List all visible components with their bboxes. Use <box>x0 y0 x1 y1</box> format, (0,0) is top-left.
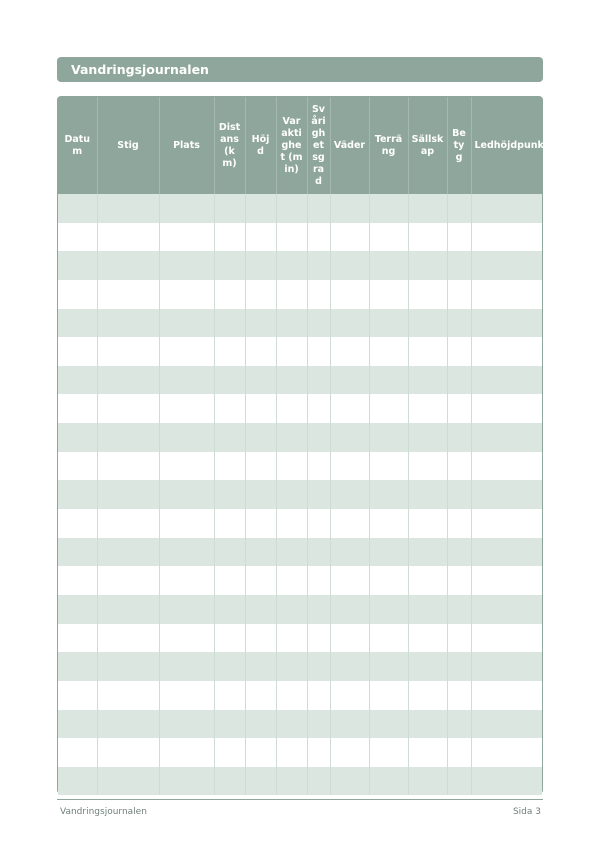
table-cell[interactable] <box>408 595 447 624</box>
table-cell[interactable] <box>276 509 307 538</box>
column-header: Svårighetsgrad <box>307 97 330 194</box>
table-cell[interactable] <box>330 423 369 452</box>
table-cell[interactable] <box>214 624 245 653</box>
table-cell[interactable] <box>408 309 447 338</box>
table-cell[interactable] <box>330 652 369 681</box>
column-header: Sällskap <box>408 97 447 194</box>
page-title: Vandringsjournalen <box>57 57 543 82</box>
table-cell[interactable] <box>276 309 307 338</box>
table-row <box>58 767 542 796</box>
table-cell[interactable] <box>214 394 245 423</box>
column-header: Datum <box>58 97 97 194</box>
table-cell[interactable] <box>369 452 408 481</box>
table-cell[interactable] <box>159 366 214 395</box>
table-cell[interactable] <box>58 423 97 452</box>
table-cell[interactable] <box>276 710 307 739</box>
table-cell[interactable] <box>245 738 276 767</box>
table-cell[interactable] <box>276 566 307 595</box>
table-cell[interactable] <box>159 652 214 681</box>
table-cell[interactable] <box>214 423 245 452</box>
table-cell[interactable] <box>276 251 307 280</box>
table-cell[interactable] <box>245 251 276 280</box>
table-cell[interactable] <box>369 652 408 681</box>
table-cell[interactable] <box>97 480 159 509</box>
table-cell[interactable] <box>214 738 245 767</box>
table-cell[interactable] <box>330 452 369 481</box>
table-cell[interactable] <box>214 538 245 567</box>
table-cell[interactable] <box>97 538 159 567</box>
table-cell[interactable] <box>97 194 159 223</box>
table-cell[interactable] <box>307 394 330 423</box>
log-table <box>58 97 560 795</box>
table-cell[interactable] <box>58 337 97 366</box>
table-cell[interactable] <box>471 309 542 338</box>
table-cell[interactable] <box>330 394 369 423</box>
table-cell[interactable] <box>97 509 159 538</box>
table-cell[interactable] <box>214 595 245 624</box>
table-row <box>58 280 542 309</box>
table-cell[interactable] <box>471 652 542 681</box>
table-cell[interactable] <box>369 194 408 223</box>
table-cell[interactable] <box>307 681 330 710</box>
table-cell[interactable] <box>245 538 276 567</box>
table-cell[interactable] <box>307 423 330 452</box>
table-cell[interactable] <box>276 681 307 710</box>
table-cell[interactable] <box>58 595 97 624</box>
table-cell[interactable] <box>471 624 542 653</box>
table-cell[interactable] <box>214 280 245 309</box>
table-row <box>58 423 542 452</box>
table-cell[interactable] <box>369 738 408 767</box>
table-cell[interactable] <box>447 624 471 653</box>
table-cell[interactable] <box>97 624 159 653</box>
table-cell[interactable] <box>97 366 159 395</box>
table-cell[interactable] <box>245 710 276 739</box>
table-cell[interactable] <box>97 452 159 481</box>
table-cell[interactable] <box>276 624 307 653</box>
table-cell[interactable] <box>276 223 307 252</box>
table-cell[interactable] <box>330 251 369 280</box>
table-cell[interactable] <box>369 337 408 366</box>
column-header: Höjd <box>245 97 276 194</box>
table-cell[interactable] <box>97 652 159 681</box>
table-cell[interactable] <box>471 710 542 739</box>
table-cell[interactable] <box>447 538 471 567</box>
table-cell[interactable] <box>471 538 542 567</box>
table-cell[interactable] <box>369 309 408 338</box>
table-cell[interactable] <box>58 509 97 538</box>
table-cell[interactable] <box>307 223 330 252</box>
table-cell[interactable] <box>408 681 447 710</box>
table-cell[interactable] <box>58 251 97 280</box>
table-cell[interactable] <box>276 767 307 796</box>
table-cell[interactable] <box>214 652 245 681</box>
table-row <box>58 595 542 624</box>
table-cell[interactable] <box>58 452 97 481</box>
table-row <box>58 538 542 567</box>
table-cell[interactable] <box>408 509 447 538</box>
column-header: Varaktighet (min) <box>276 97 307 194</box>
table-cell[interactable] <box>447 194 471 223</box>
table-cell[interactable] <box>276 480 307 509</box>
table-cell[interactable] <box>58 767 97 796</box>
table-cell[interactable] <box>447 710 471 739</box>
table-cell[interactable] <box>369 480 408 509</box>
table-cell[interactable] <box>58 394 97 423</box>
table-cell[interactable] <box>330 681 369 710</box>
table-cell[interactable] <box>330 194 369 223</box>
column-header: Terräng <box>369 97 408 194</box>
table-cell[interactable] <box>58 681 97 710</box>
table-cell[interactable] <box>307 652 330 681</box>
table-cell[interactable] <box>408 538 447 567</box>
table-cell[interactable] <box>408 738 447 767</box>
table-cell[interactable] <box>159 566 214 595</box>
hiking-log-table <box>57 96 560 794</box>
table-cell[interactable] <box>97 681 159 710</box>
table-cell[interactable] <box>214 480 245 509</box>
table-cell[interactable] <box>330 366 369 395</box>
table-cell[interactable] <box>58 223 97 252</box>
table-row <box>58 652 542 681</box>
table-cell[interactable] <box>159 251 214 280</box>
table-cell[interactable] <box>97 767 159 796</box>
table-cell[interactable] <box>471 394 542 423</box>
table-cell[interactable] <box>245 681 276 710</box>
table-cell[interactable] <box>214 452 245 481</box>
table-cell[interactable] <box>307 251 330 280</box>
table-cell[interactable] <box>58 366 97 395</box>
table-cell[interactable] <box>97 337 159 366</box>
table-cell[interactable] <box>447 423 471 452</box>
footer-divider <box>57 799 543 800</box>
table-cell[interactable] <box>330 337 369 366</box>
table-cell[interactable] <box>97 251 159 280</box>
table-cell[interactable] <box>245 509 276 538</box>
table-cell[interactable] <box>369 509 408 538</box>
table-cell[interactable] <box>214 251 245 280</box>
table-cell[interactable] <box>276 538 307 567</box>
table-cell[interactable] <box>214 509 245 538</box>
table-cell[interactable] <box>471 366 542 395</box>
table-row <box>58 480 542 509</box>
table-row <box>58 337 542 366</box>
table-cell[interactable] <box>471 194 542 223</box>
table-cell[interactable] <box>97 595 159 624</box>
table-cell[interactable] <box>447 681 471 710</box>
table-row <box>58 681 542 710</box>
table-cell[interactable] <box>245 480 276 509</box>
table-cell[interactable] <box>447 767 471 796</box>
table-cell[interactable] <box>471 681 542 710</box>
table-cell[interactable] <box>307 337 330 366</box>
table-cell[interactable] <box>58 652 97 681</box>
table-cell[interactable] <box>159 681 214 710</box>
table-cell[interactable] <box>214 767 245 796</box>
table-row <box>58 710 542 739</box>
table-cell[interactable] <box>214 194 245 223</box>
table-cell[interactable] <box>447 595 471 624</box>
table-cell[interactable] <box>307 509 330 538</box>
table-cell[interactable] <box>97 394 159 423</box>
table-cell[interactable] <box>58 738 97 767</box>
table-row <box>58 624 542 653</box>
table-cell[interactable] <box>330 223 369 252</box>
table-cell[interactable] <box>408 251 447 280</box>
table-cell[interactable] <box>97 309 159 338</box>
table-cell[interactable] <box>447 480 471 509</box>
table-cell[interactable] <box>97 710 159 739</box>
table-cell[interactable] <box>447 337 471 366</box>
table-cell[interactable] <box>245 652 276 681</box>
table-cell[interactable] <box>307 710 330 739</box>
table-cell[interactable] <box>58 280 97 309</box>
table-cell[interactable] <box>330 309 369 338</box>
table-cell[interactable] <box>307 624 330 653</box>
table-cell[interactable] <box>408 394 447 423</box>
table-cell[interactable] <box>97 566 159 595</box>
table-cell[interactable] <box>447 652 471 681</box>
page-number: Sida 3 <box>512 807 541 817</box>
table-cell[interactable] <box>159 538 214 567</box>
table-cell[interactable] <box>276 423 307 452</box>
table-cell[interactable] <box>330 480 369 509</box>
table-cell[interactable] <box>369 624 408 653</box>
table-cell[interactable] <box>159 309 214 338</box>
table-cell[interactable] <box>159 767 214 796</box>
table-cell[interactable] <box>159 194 214 223</box>
table-cell[interactable] <box>307 595 330 624</box>
table-cell[interactable] <box>471 738 542 767</box>
table-cell[interactable] <box>276 337 307 366</box>
table-row <box>58 309 542 338</box>
table-row <box>58 509 542 538</box>
table-cell[interactable] <box>276 738 307 767</box>
table-cell[interactable] <box>245 309 276 338</box>
table-cell[interactable] <box>97 738 159 767</box>
table-cell[interactable] <box>159 394 214 423</box>
table-cell[interactable] <box>214 566 245 595</box>
table-cell[interactable] <box>369 280 408 309</box>
table-cell[interactable] <box>307 767 330 796</box>
table-cell[interactable] <box>408 624 447 653</box>
table-cell[interactable] <box>97 280 159 309</box>
table-cell[interactable] <box>408 337 447 366</box>
table-cell[interactable] <box>276 366 307 395</box>
table-row <box>58 223 542 252</box>
table-cell[interactable] <box>369 394 408 423</box>
column-header: Väder <box>330 97 369 194</box>
table-cell[interactable] <box>369 251 408 280</box>
table-cell[interactable] <box>276 394 307 423</box>
table-cell[interactable] <box>369 566 408 595</box>
table-cell[interactable] <box>245 566 276 595</box>
table-cell[interactable] <box>408 652 447 681</box>
table-cell[interactable] <box>369 423 408 452</box>
table-cell[interactable] <box>97 423 159 452</box>
table-cell[interactable] <box>245 194 276 223</box>
table-cell[interactable] <box>58 194 97 223</box>
table-cell[interactable] <box>471 595 542 624</box>
table-cell[interactable] <box>307 480 330 509</box>
table-cell[interactable] <box>97 223 159 252</box>
table-cell[interactable] <box>447 566 471 595</box>
table-cell[interactable] <box>276 280 307 309</box>
table-cell[interactable] <box>58 480 97 509</box>
table-cell[interactable] <box>408 366 447 395</box>
table-cell[interactable] <box>471 767 542 796</box>
table-cell[interactable] <box>330 624 369 653</box>
table-cell[interactable] <box>159 710 214 739</box>
table-cell[interactable] <box>471 280 542 309</box>
table-cell[interactable] <box>471 337 542 366</box>
table-cell[interactable] <box>276 194 307 223</box>
table-row <box>58 452 542 481</box>
table-cell[interactable] <box>245 767 276 796</box>
table-cell[interactable] <box>159 509 214 538</box>
table-cell[interactable] <box>471 423 542 452</box>
table-cell[interactable] <box>307 738 330 767</box>
table-cell[interactable] <box>159 223 214 252</box>
table-cell[interactable] <box>330 738 369 767</box>
table-cell[interactable] <box>471 509 542 538</box>
header-row <box>58 97 542 194</box>
table-cell[interactable] <box>276 652 307 681</box>
table-cell[interactable] <box>276 452 307 481</box>
table-cell[interactable] <box>58 566 97 595</box>
column-header: Plats <box>159 97 214 194</box>
table-cell[interactable] <box>307 194 330 223</box>
table-cell[interactable] <box>447 366 471 395</box>
footer-title: Vandringsjournalen <box>60 807 147 817</box>
table-cell[interactable] <box>159 423 214 452</box>
table-cell[interactable] <box>330 710 369 739</box>
column-header: Distans (km) <box>214 97 245 194</box>
table-cell[interactable] <box>307 280 330 309</box>
table-cell[interactable] <box>159 452 214 481</box>
table-cell[interactable] <box>330 767 369 796</box>
table-cell[interactable] <box>214 681 245 710</box>
table-cell[interactable] <box>369 595 408 624</box>
table-cell[interactable] <box>214 309 245 338</box>
table-cell[interactable] <box>245 624 276 653</box>
table-cell[interactable] <box>369 366 408 395</box>
table-cell[interactable] <box>369 767 408 796</box>
table-cell[interactable] <box>307 366 330 395</box>
table-cell[interactable] <box>276 595 307 624</box>
table-cell[interactable] <box>159 280 214 309</box>
table-row <box>58 251 542 280</box>
table-cell[interactable] <box>159 624 214 653</box>
table-cell[interactable] <box>471 480 542 509</box>
table-cell[interactable] <box>408 566 447 595</box>
table-cell[interactable] <box>408 423 447 452</box>
table-cell[interactable] <box>307 566 330 595</box>
table-body <box>58 194 542 795</box>
table-row <box>58 394 542 423</box>
table-cell[interactable] <box>245 366 276 395</box>
column-header: Betyg <box>447 97 471 194</box>
table-cell[interactable] <box>447 223 471 252</box>
table-cell[interactable] <box>58 309 97 338</box>
table-cell[interactable] <box>159 480 214 509</box>
table-cell[interactable] <box>408 710 447 739</box>
table-cell[interactable] <box>408 452 447 481</box>
table-cell[interactable] <box>58 710 97 739</box>
table-cell[interactable] <box>471 223 542 252</box>
table-cell[interactable] <box>471 566 542 595</box>
table-cell[interactable] <box>159 738 214 767</box>
table-cell[interactable] <box>58 624 97 653</box>
table-cell[interactable] <box>447 509 471 538</box>
column-header: Ledhöjdpunkter <box>471 97 542 194</box>
column-header: Stig <box>97 97 159 194</box>
table-cell[interactable] <box>245 280 276 309</box>
table-cell[interactable] <box>214 337 245 366</box>
table-row <box>58 566 542 595</box>
table-cell[interactable] <box>369 223 408 252</box>
table-cell[interactable] <box>369 681 408 710</box>
table-cell[interactable] <box>447 280 471 309</box>
table-cell[interactable] <box>330 595 369 624</box>
table-cell[interactable] <box>245 337 276 366</box>
table-cell[interactable] <box>214 223 245 252</box>
table-cell[interactable] <box>159 595 214 624</box>
table-cell[interactable] <box>408 194 447 223</box>
table-cell[interactable] <box>408 280 447 309</box>
table-cell[interactable] <box>245 452 276 481</box>
table-cell[interactable] <box>330 280 369 309</box>
table-cell[interactable] <box>307 309 330 338</box>
table-cell[interactable] <box>330 538 369 567</box>
table-cell[interactable] <box>330 566 369 595</box>
table-cell[interactable] <box>245 394 276 423</box>
table-cell[interactable] <box>447 309 471 338</box>
table-cell[interactable] <box>159 337 214 366</box>
table-cell[interactable] <box>447 452 471 481</box>
table-cell[interactable] <box>369 710 408 739</box>
table-cell[interactable] <box>214 710 245 739</box>
table-cell[interactable] <box>245 223 276 252</box>
table-cell[interactable] <box>58 538 97 567</box>
table-cell[interactable] <box>408 223 447 252</box>
table-cell[interactable] <box>369 538 408 567</box>
table-row <box>58 738 542 767</box>
table-cell[interactable] <box>408 767 447 796</box>
table-cell[interactable] <box>245 423 276 452</box>
table-row <box>58 194 542 223</box>
table-cell[interactable] <box>408 480 447 509</box>
table-cell[interactable] <box>447 394 471 423</box>
table-cell[interactable] <box>307 538 330 567</box>
table-cell[interactable] <box>330 509 369 538</box>
table-cell[interactable] <box>307 452 330 481</box>
table-cell[interactable] <box>214 366 245 395</box>
table-cell[interactable] <box>471 452 542 481</box>
table-cell[interactable] <box>471 251 542 280</box>
table-cell[interactable] <box>447 738 471 767</box>
table-cell[interactable] <box>245 595 276 624</box>
table-cell[interactable] <box>447 251 471 280</box>
table-row <box>58 366 542 395</box>
